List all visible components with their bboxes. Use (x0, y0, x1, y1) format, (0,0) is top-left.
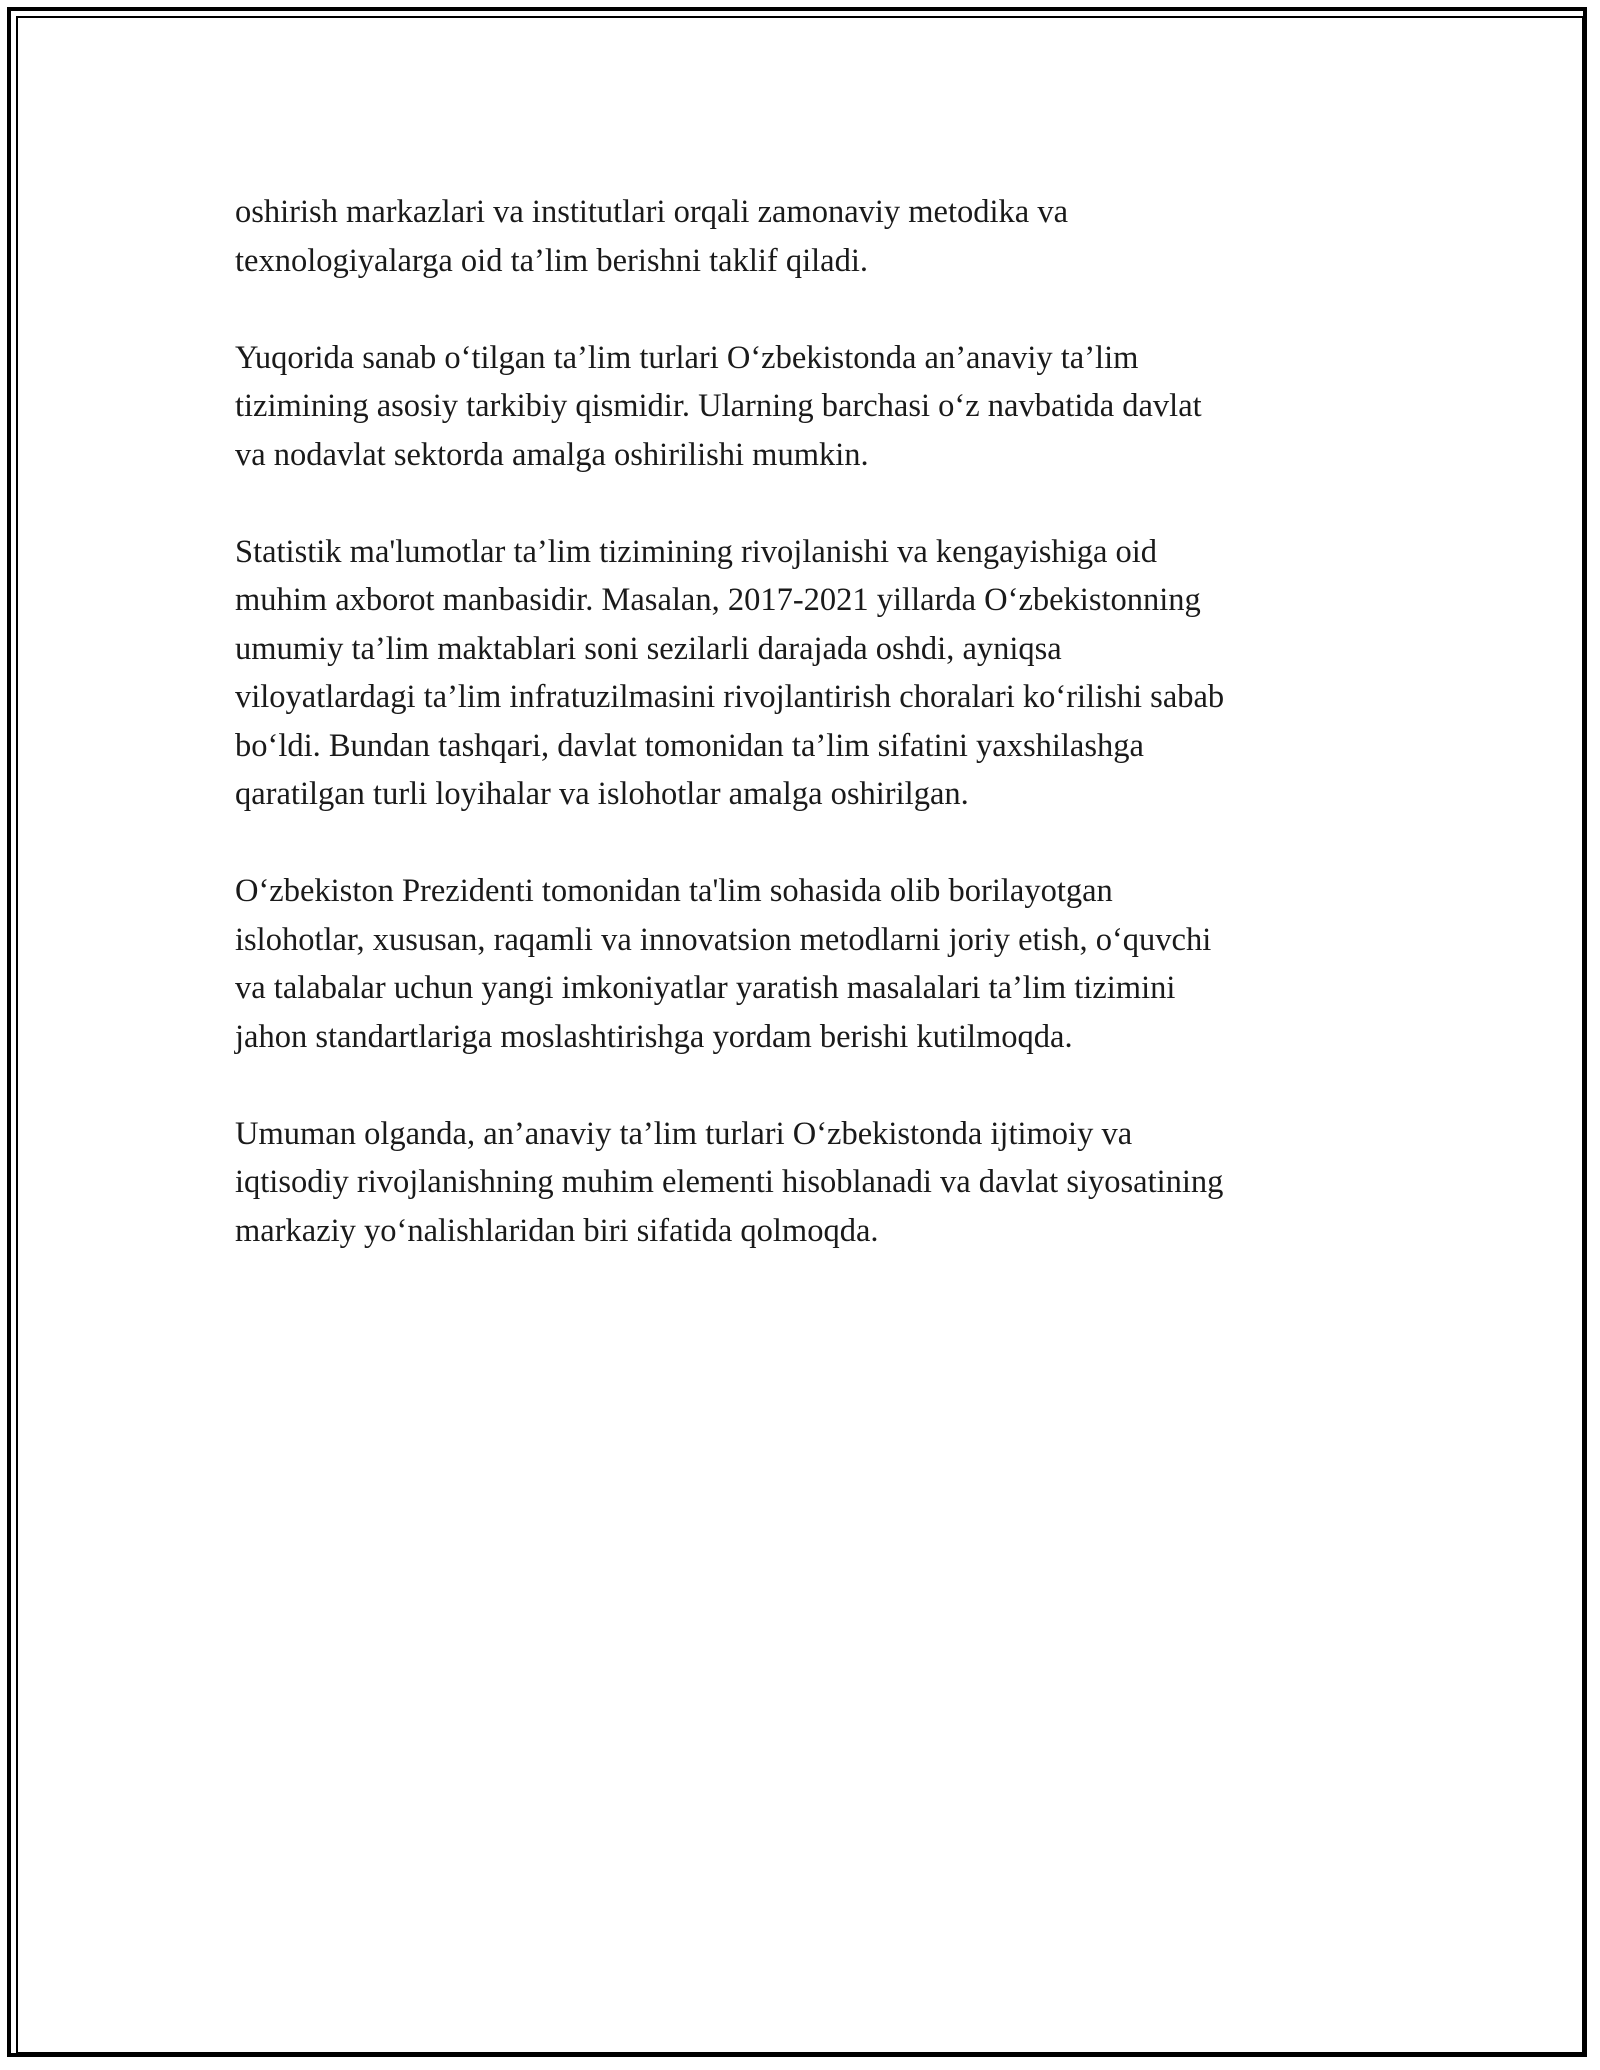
paragraph-5: Umuman olganda, an’anaviy ta’lim turlari O‘zbekistonda ijtimoiy va iqtisodiy rivojlanishning muhim elementi hisoblanadi va davlat siyosatining markaziy yo‘nalishlaridan biri sifatida qolmoqda. (235, 1115, 1224, 1249)
paragraph-2: Yuqorida sanab o‘tilgan ta’lim turlari O‘zbekistonda an’anaviy ta’lim tizimining asosiy tarkibiy qismidir. Ularning barchasi o‘z navbatida davlat va nodavlat sektorda amalga oshirilishi mumkin. (235, 339, 1202, 473)
paragraph-3: Statistik ma'lumotlar ta’lim tizimining rivojlanishi va kengayishiga oid muhim axborot manbasidir. Masalan, 2017-2021 yillarda O‘zbekistonning umumiy ta’lim maktablari soni sezilarli darajada oshdi, ayniqsa viloyatlardagi ta’lim infratuzilmasini rivojlantirish choralari ko‘rilishi sabab bo‘ldi. Bundan tashqari, davlat tomonidan ta’lim sifatini yaxshilashga qaratilgan turli loyihalar va islohotlar amalga oshirilgan. (235, 533, 1225, 812)
paragraph-4: O‘zbekiston Prezidenti tomonidan ta'lim sohasida olib borilayotgan islohotlar, xususan, raqamli va innovatsion metodlarni joriy etish, o‘quvchi va talabalar uchun yangi imkoniyatlar yaratish masalalari ta’lim tizimini jahon standartlariga moslashtirishga yordam berishi kutilmoqda. (235, 873, 1212, 1055)
paragraph-1: oshirish markazlari va institutlari orqali zamonaviy metodika va texnologiyalarga oid ta’lim berishni taklif qiladi. (235, 194, 1069, 279)
document-body (235, 188, 1365, 1304)
